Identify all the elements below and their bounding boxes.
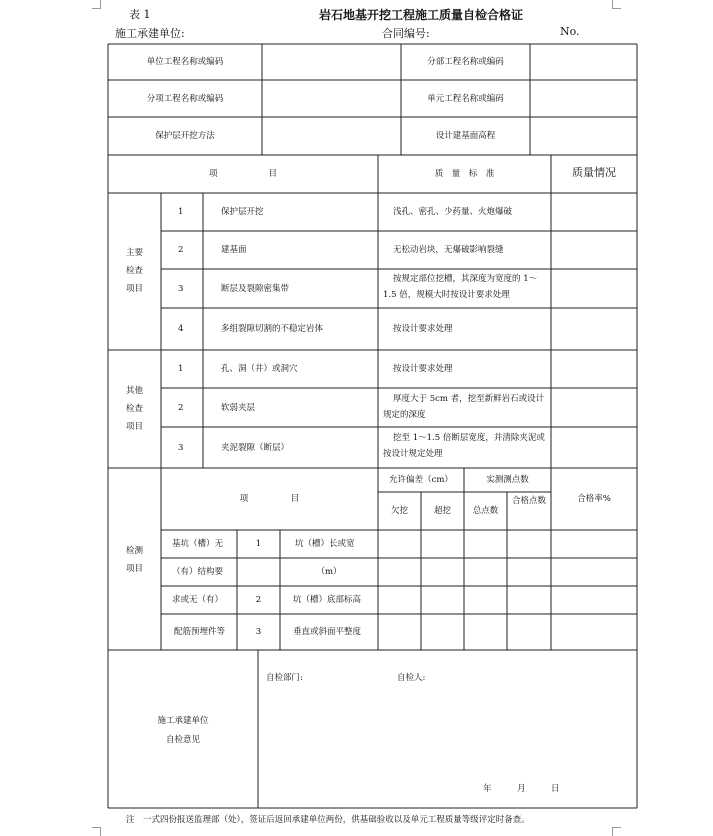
design-elevation-label: 设计建基面高程 [435, 131, 496, 141]
measure-row-2-left: （有）结构要 [172, 567, 224, 577]
contract-number-label: 合同编号: [382, 27, 430, 40]
measure-item-header: 项 目 [239, 494, 300, 504]
selfcheck-label: 施工承建单位 自检意见 [157, 716, 209, 745]
selfcheck-department-label: 自检部门: [266, 673, 303, 683]
measure-row-1-no: 1 [255, 539, 262, 549]
other-row-2-item: 软弱夹层 [221, 403, 256, 413]
main-check-group-label: 主要 检查 项目 [125, 248, 143, 294]
measure-row-3-left: 求或无（有） [172, 595, 224, 605]
other-row-1-no: 1 [178, 364, 184, 374]
main-row-2-standard: 无松动岩块，无爆破影响裂缝 [393, 245, 504, 255]
selfcheck-date: 年 月 日 [483, 784, 560, 794]
other-row-3-item: 夹泥裂隙（断层） [221, 443, 290, 453]
item-column-header: 项 目 [208, 169, 277, 179]
element-project-label: 单元工程名称或编码 [427, 94, 504, 104]
other-row-2-no: 2 [178, 403, 184, 413]
serial-number-label: No. [560, 25, 580, 38]
other-row-1-standard: 按设计要求处理 [393, 364, 453, 374]
table-number: 表 1 [129, 8, 151, 21]
main-row-1-standard: 浅孔、密孔、少药量、火炮爆破 [393, 207, 513, 217]
main-row-1-item: 保护层开挖 [221, 207, 264, 217]
measured-points-header: 实测测点数 [486, 475, 529, 485]
main-row-1-no: 1 [178, 207, 184, 217]
other-row-3-no: 3 [178, 443, 184, 453]
measure-row-4-name: 垂直或斜面平整度 [293, 627, 362, 637]
measure-row-1-name: 坑（槽）长或宽 [295, 539, 355, 549]
main-row-3-standard: 按规定部位挖槽，其深度为宽度的 1～1.5 倍，规模大时按设计要求处理 [383, 274, 538, 300]
standard-column-header: 质 量 标 准 [434, 169, 495, 179]
measure-row-3-name: 坑（槽）底部标高 [293, 595, 362, 605]
other-row-3-standard: 挖至 1～1.5 倍断层宽度，并清除夹泥或按设计规定处理 [383, 433, 545, 459]
tolerance-header: 允许偏差（cm） [389, 475, 453, 485]
quality-column-header: 质量情况 [572, 166, 616, 179]
measure-row-3-no: 2 [255, 595, 262, 605]
main-row-4-no: 4 [178, 324, 184, 334]
main-row-4-item: 多组裂隙切割的不稳定岩体 [221, 324, 324, 334]
division-project-label: 分部工程名称或编码 [427, 57, 504, 67]
measure-row-1-left: 基坑（槽）无 [172, 539, 224, 549]
under-excavation-header: 欠挖 [390, 506, 408, 516]
selfcheck-person-label: 自检人: [397, 673, 426, 683]
over-excavation-header: 超挖 [433, 506, 451, 516]
main-row-2-item: 建基面 [221, 245, 247, 255]
unit-project-label: 单位工程名称或编码 [146, 57, 224, 67]
other-check-group-label: 其他 检查 项目 [125, 386, 143, 432]
measure-row-2-name: （m） [316, 567, 342, 577]
other-row-2-standard: 厚度大于 5cm 者，挖至新鲜岩石或设计规定的深度 [383, 394, 545, 420]
protection-method-label: 保护层开挖方法 [155, 131, 215, 141]
total-points-header: 总点数 [472, 506, 499, 516]
main-row-2-no: 2 [178, 245, 184, 255]
main-row-3-item: 断层及裂隙密集带 [221, 284, 290, 294]
form-title: 岩石地基开挖工程施工质量自检合格证 [319, 8, 524, 22]
footnote: 注 一式四份报送监理部（处），签证后返回承建单位两份，供基础验收以及单元工程质量等级评定时备查。 [126, 815, 530, 825]
qualified-points-header: 合格点数 [511, 496, 546, 506]
contractor-label: 施工承建单位: [115, 27, 185, 40]
measure-row-4-left: 配筋预埋件等 [174, 627, 226, 637]
main-row-4-standard: 按设计要求处理 [393, 324, 453, 334]
pass-rate-header: 合格率% [577, 494, 611, 504]
measure-group-label: 检测 项目 [125, 546, 143, 574]
subdivision-project-label: 分项工程名称或编码 [146, 94, 224, 104]
measure-row-4-no: 3 [255, 627, 262, 637]
main-row-3-no: 3 [178, 284, 184, 294]
other-row-1-item: 孔、洞（井）或洞穴 [221, 364, 298, 374]
